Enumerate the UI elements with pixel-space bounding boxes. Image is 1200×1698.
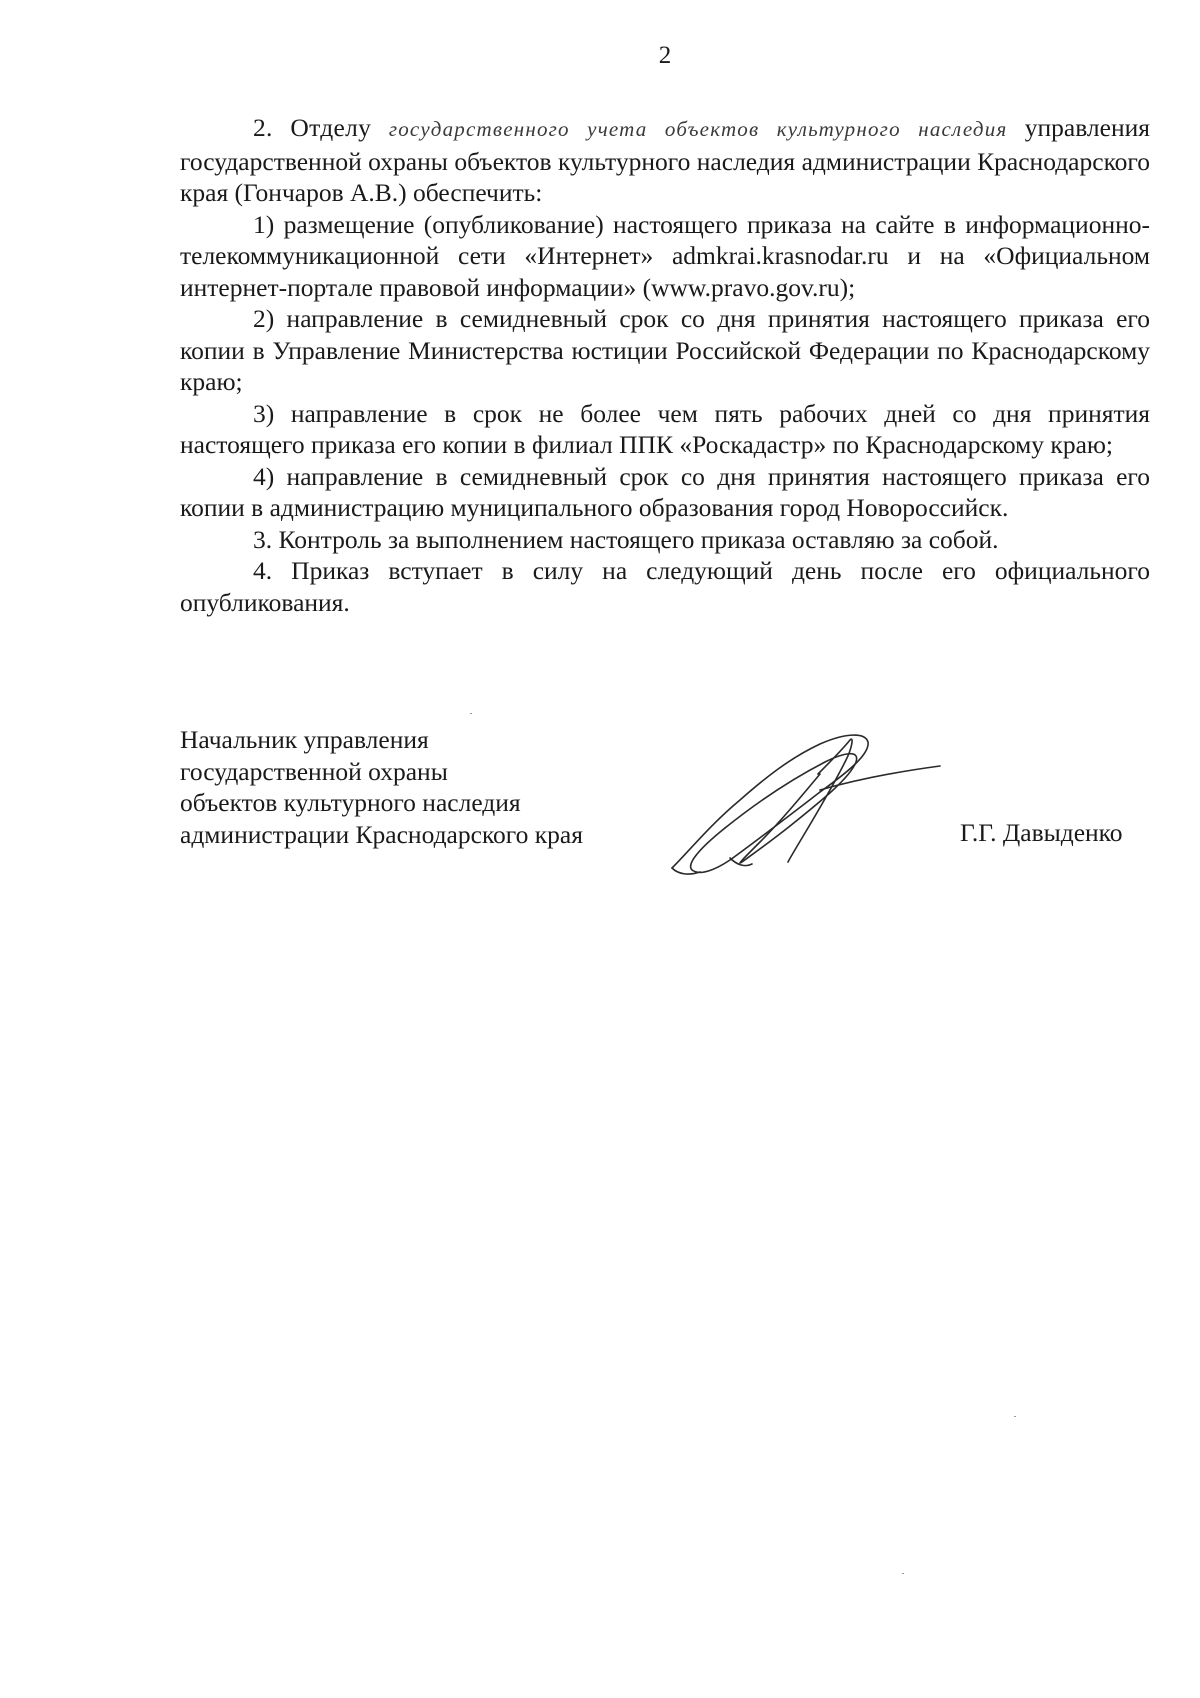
signatory-title-line: государственной охраны xyxy=(180,756,448,786)
scan-speck xyxy=(470,713,472,714)
paragraph-subitem-4: 4) направление в семидневный срок со дня принятия настоящего приказа его копии в администрацию муниципального образования город Новороссийск. xyxy=(180,461,1150,522)
scan-speck xyxy=(902,1573,904,1574)
page-number: 2 xyxy=(658,42,672,69)
signatory-title-line: объектов культурного наследия xyxy=(180,788,521,817)
signatory-title-line: администрации Краснодарского края xyxy=(180,819,583,849)
paragraph-subitem-2: 2) направление в семидневный срок со дня принятия настоящего приказа его копии в Управление Министерства юстиции Российской Федерации по Краснодарскому краю; xyxy=(180,304,1150,396)
document-body xyxy=(180,112,1150,618)
paragraph-rest: управления государственной охраны объектов культурного наследия администрации Краснодарского края (Гончаров А.В.) обеспечить: xyxy=(180,113,1150,207)
handwritten-signature xyxy=(670,730,950,880)
signatory-name: Г.Г. Давыденко xyxy=(960,818,1123,847)
paragraph-faded-text: государственного учета объектов культурного наследия xyxy=(388,117,1008,141)
paragraph-subitem-3: 3) направление в срок не более чем пять рабочих дней со дня принятия настоящего приказа его копии в филиал ППК «Роскадастр» по Краснодарскому краю; xyxy=(180,398,1150,459)
paragraph-item-3: 3. Контроль за выполнением настоящего приказа оставляю за собой. xyxy=(253,524,999,554)
paragraph-subitem-1: 1) размещение (опубликование) настоящего приказа на сайте в информационно-телекоммуникационной сети «Интернет» admkrai.krasnodar.ru и на «Официальном интернет-портале правовой информации» (www.pravo.gov.ru); xyxy=(180,209,1150,302)
signatory-title-line: Начальник управления xyxy=(180,725,429,754)
paragraph-item-2 xyxy=(180,112,1150,209)
paragraph-item-4: 4. Приказ вступает в силу на следующий день после его официального опубликования. xyxy=(180,556,1150,617)
signatory-title xyxy=(180,724,583,850)
paragraph-lead: 2. Отделу xyxy=(253,113,389,142)
scan-speck xyxy=(1014,1416,1016,1417)
